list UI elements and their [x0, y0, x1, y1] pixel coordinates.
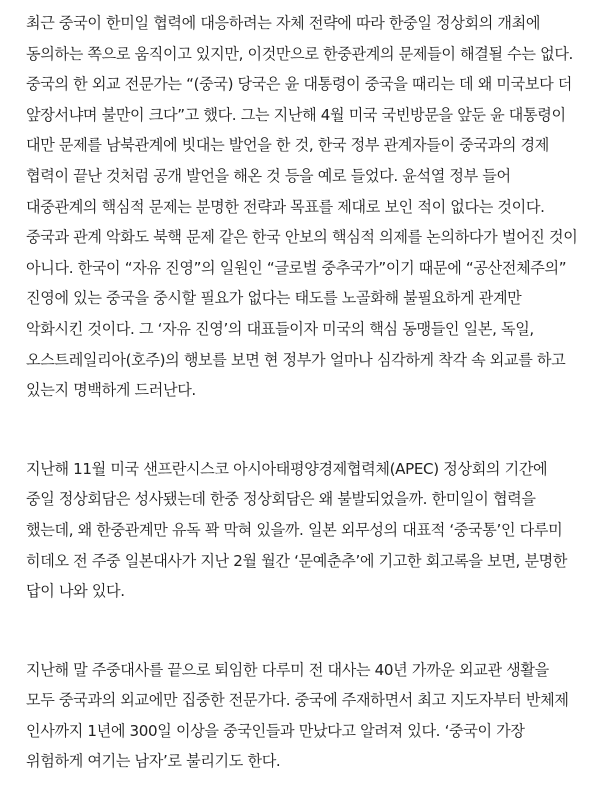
text-line: 아니다. 한국이 “자유 진영”의 일원인 “글로벌 중추국가”이기 때문에 “공산전체주의” — [26, 258, 567, 277]
text-line: 있는지 명백하게 드러난다. — [26, 381, 196, 400]
text-line: 중국과 관계 악화도 북핵 문제 같은 한국 안보의 핵심적 의제를 논의하다가 벌어진 것이 — [26, 228, 578, 247]
text-line: 지난해 말 주중대사를 끝으로 퇴임한 다루미 전 대사는 40년 가까운 외교관 생활을 — [26, 660, 549, 679]
text-line: 대중관계의 핵심적 문제는 분명한 전략과 목표를 제대로 보인 적이 없다는 것이다. — [26, 197, 545, 216]
text-line: 앞장서냐며 불만이 크다”고 했다. 그는 지난해 4월 미국 국빈방문을 앞둔 윤 대통령이 — [26, 105, 566, 124]
paragraph — [26, 8, 612, 406]
text-line: 진영에 있는 중국을 중시할 필요가 없다는 태도를 노골화해 불필요하게 관계만 — [26, 289, 522, 308]
text-line: 모두 중국과의 외교에만 집중한 전문가다. 중국에 주재하면서 최고 지도자부터 반체제 — [26, 691, 569, 710]
text-line: 대만 문제를 남북관계에 빗대는 발언을 한 것, 한국 정부 관계자들이 중국과의 경제 — [26, 136, 549, 155]
text-line: 중일 정상회담은 성사됐는데 한중 정상회담은 왜 불발되었을까. 한미일이 협력을 — [26, 490, 536, 509]
text-line: 했는데, 왜 한중관계만 유독 꽉 막혀 있을까. 일본 외무성의 대표적 ‘중국통’인 다루미 — [26, 520, 563, 539]
text-line: 히데오 전 주중 일본대사가 지난 2월 월간 ‘문예춘추’에 기고한 회고록을 보면, 분명한 — [26, 551, 568, 570]
paragraph — [26, 454, 612, 607]
text-line: 오스트레일리아(호주)의 행보를 보면 현 정부가 얼마나 심각하게 착각 속 외교를 하고 — [26, 350, 566, 369]
text-line: 인사까지 1년에 300일 이상을 중국인들과 만났다고 알려져 있다. ‘중국이 가장 — [26, 721, 525, 740]
text-line: 최근 중국이 한미일 협력에 대응하려는 자체 전략에 따라 한중일 정상회의 개최에 — [26, 14, 541, 32]
text-line: 악화시킨 것이다. 그 ‘자유 진영’의 대표들이자 미국의 핵심 동맹들인 일본, 독일, — [26, 319, 534, 338]
text-line: 협력이 끝난 것처럼 공개 발언을 해온 것 등을 예로 들었다. 윤석열 정부 들어 — [26, 166, 511, 185]
text-line: 중국의 한 외교 전문가는 “(중국) 당국은 윤 대통령이 중국을 때리는 데 왜 미국보다 더 — [26, 75, 572, 94]
text-line: 지난해 11월 미국 샌프란시스코 아시아태평양경제협력체(APEC) 정상회의 기간에 — [26, 459, 548, 478]
text-line: 위험하게 여기는 남자’로 불리기도 한다. — [26, 752, 281, 771]
paragraph — [26, 655, 612, 777]
text-line: 동의하는 쪽으로 움직이고 있지만, 이것만으로 한중관계의 문제들이 해결될 수는 없다. — [26, 44, 573, 63]
text-line: 답이 나와 있다. — [26, 582, 125, 601]
article-body — [26, 8, 612, 777]
